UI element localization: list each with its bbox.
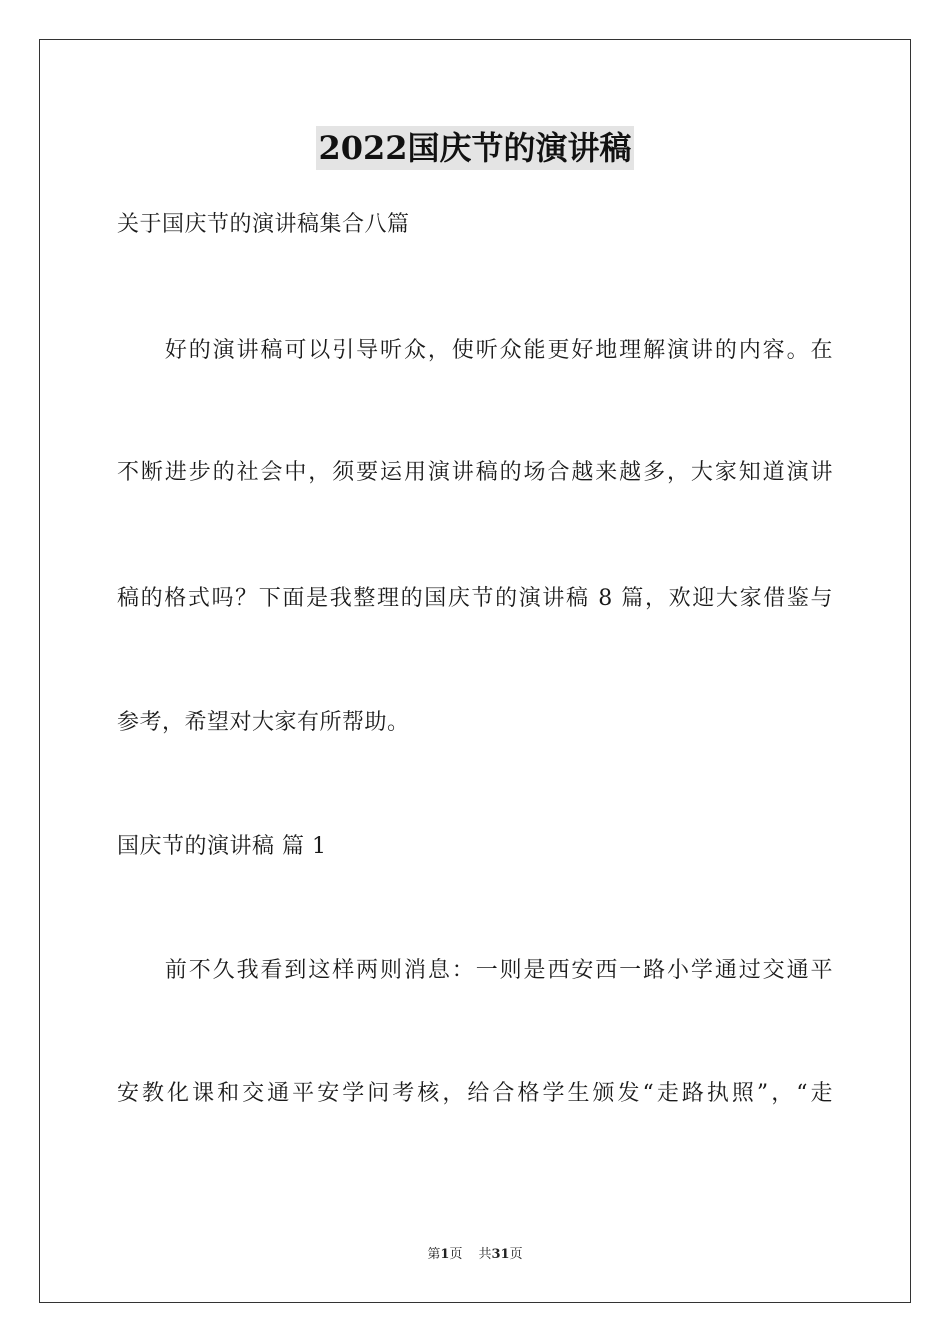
body-line: 好的演讲稿可以引导听众，使听众能更好地理解演讲的内容。在 [117,338,833,363]
page-footer [0,1246,950,1264]
body-line: 安教化课和交通平安学问考核，给合格学生颁发“走路执照”，“走 [117,1081,833,1106]
total-pages-number: 31 [491,1247,510,1262]
body-line: 参考，希望对大家有所帮助。 [117,710,410,735]
total-unit: 页 [509,1247,523,1262]
body-line: 不断进步的社会中，须要运用演讲稿的场合越来越多，大家知道演讲 [117,460,833,485]
section-heading: 国庆节的演讲稿 篇 1 [117,834,327,859]
document-title: 2022国庆节的演讲稿 [316,126,633,170]
current-page-number: 1 [440,1247,450,1262]
total-prefix: 共 [478,1247,492,1262]
page-unit: 页 [449,1247,463,1262]
body-line: 稿的格式吗？下面是我整理的国庆节的演讲稿 8 篇，欢迎大家借鉴与 [117,586,833,611]
subtitle-line: 关于国庆节的演讲稿集合八篇 [117,212,410,237]
page-prefix: 第 [427,1247,441,1262]
body-line: 前不久我看到这样两则消息：一则是西安西一路小学通过交通平 [117,958,833,983]
title-container [0,126,950,170]
